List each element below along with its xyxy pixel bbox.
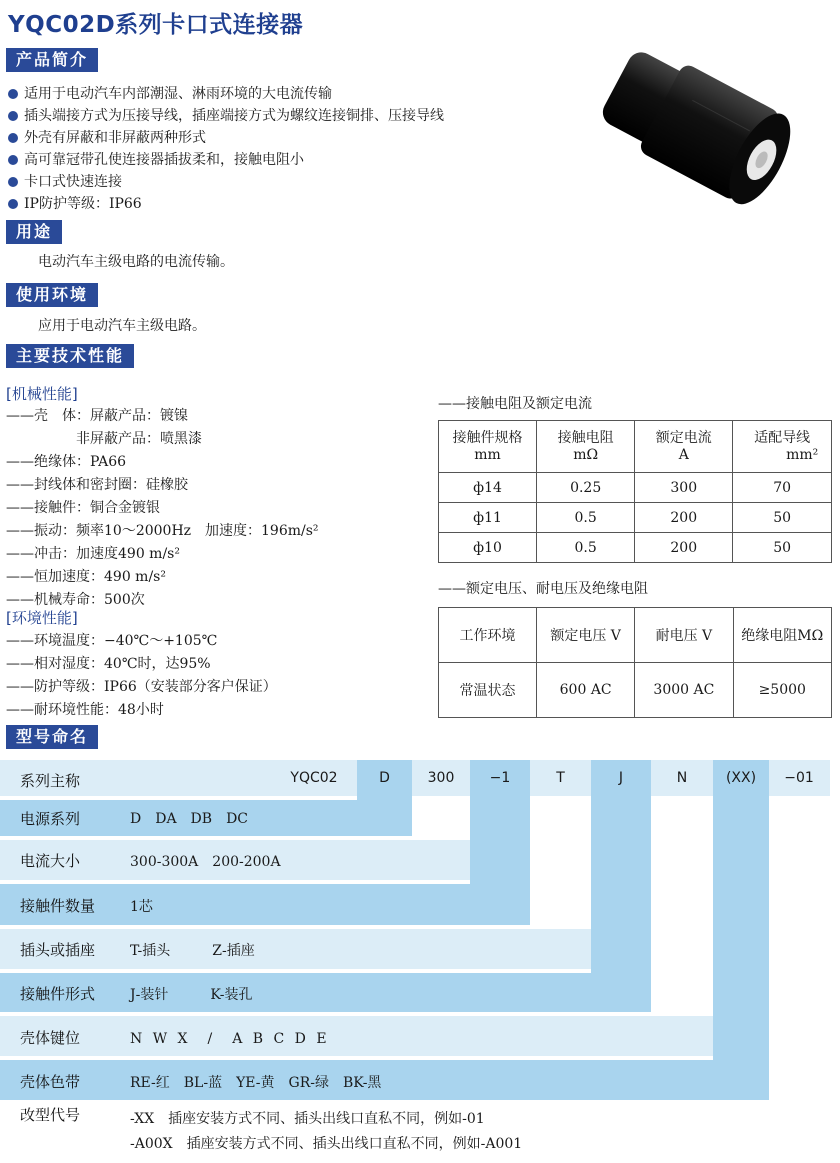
voltage-insulation-table <box>438 607 832 718</box>
intro-bullet: 适用于电动汽车内部潮湿、淋雨环境的大电流传输 <box>8 84 332 105</box>
code-column <box>713 760 769 1100</box>
bullet-icon <box>8 199 18 209</box>
mechanical-line: 非屏蔽产品：喷黑漆 <box>6 431 202 447</box>
table-cell: ≥5000 <box>733 663 831 718</box>
intro-bullet: 高可靠冠带孔使连接器插拔柔和，接触电阻小 <box>8 150 304 171</box>
naming-row-value: D DA DB DC <box>130 811 249 827</box>
table-row <box>439 533 832 563</box>
code-1: −1 <box>489 770 511 786</box>
table-cell: 50 <box>733 533 832 563</box>
intro-bullet: 外壳有屏蔽和非屏蔽两种形式 <box>8 128 206 149</box>
naming-row-value: 300-300A 200-200A <box>130 854 281 870</box>
contact-resistance-table <box>438 420 832 563</box>
table-cell: 常温状态 <box>439 663 537 718</box>
table-header-cell: 额定电压 V <box>537 608 635 663</box>
environmental-line: ——防护等级：IP66（安装部分客户保证） <box>6 679 277 695</box>
table2-caption: ——额定电压、耐电压及绝缘电阻 <box>438 581 648 597</box>
section-intro-header: 产品简介 <box>6 48 98 72</box>
table-header-cell: 耐电压 V <box>635 608 733 663</box>
naming-band <box>0 1060 769 1100</box>
table-cell: 0.25 <box>537 473 635 503</box>
intro-bullet: 卡口式快速连接 <box>8 172 122 193</box>
environmental-line: ——耐环境性能：48小时 <box>6 702 164 718</box>
bullet-icon <box>8 89 18 99</box>
naming-row-value: -XX 插座安装方式不同、插头出线口直私不同，例如-01 <box>130 1111 485 1127</box>
naming-row-label: 壳体色带 <box>20 1073 81 1091</box>
code-j: J <box>618 770 624 786</box>
series-label: 系列主称 <box>20 772 81 790</box>
table-cell: 50 <box>733 503 832 533</box>
table-cell: 200 <box>635 503 733 533</box>
table-cell: 3000 AC <box>635 663 733 718</box>
naming-row-label: 接触件形式 <box>20 985 96 1003</box>
mechanical-line: ——壳 体：屏蔽产品：镀镍 <box>6 408 188 424</box>
table-header-cell: 适配导线 mm² <box>733 421 832 473</box>
table-header-cell: 接触电阻 mΩ <box>537 421 635 473</box>
table-header-cell: 工作环境 <box>439 608 537 663</box>
bullet-icon <box>8 111 18 121</box>
naming-row-value: T-插头 Z-插座 <box>130 943 255 959</box>
code-01: −01 <box>784 770 814 786</box>
table-cell: 200 <box>635 533 733 563</box>
table-cell: 600 AC <box>537 663 635 718</box>
intro-bullet: 插头端接方式为压接导线，插座端接方式为螺纹连接铜排、压接导线 <box>8 106 444 127</box>
mechanical-line: ——绝缘体：PA66 <box>6 454 127 470</box>
naming-row-label: 电流大小 <box>20 852 81 870</box>
page-title: YQC02D系列卡口式连接器 <box>8 12 304 38</box>
table-header-row <box>439 608 832 663</box>
code-yqc02: YQC02 <box>290 770 338 786</box>
naming-row-label: 电源系列 <box>20 810 81 828</box>
code-d: D <box>379 770 390 786</box>
table-cell: ф10 <box>439 533 537 563</box>
naming-row-label: 壳体键位 <box>20 1029 81 1047</box>
naming-row-value: N W X / A B C D E <box>130 1031 330 1047</box>
table-cell: ф14 <box>439 473 537 503</box>
mechanical-heading: [机械性能] <box>6 385 78 403</box>
intro-bullet: IP防护等级：IP66 <box>8 194 142 215</box>
connector-product-image <box>588 48 808 238</box>
table-header-cell: 额定电流 A <box>635 421 733 473</box>
table-cell: 0.5 <box>537 533 635 563</box>
bullet-icon <box>8 133 18 143</box>
table-row <box>439 473 832 503</box>
table-cell: 0.5 <box>537 503 635 533</box>
mechanical-line: ——机械寿命：500次 <box>6 592 145 608</box>
naming-row-value: RE-红 BL-蓝 YE-黄 GR-绿 BK-黑 <box>130 1075 382 1091</box>
code-300: 300 <box>427 770 455 786</box>
naming-band <box>0 973 651 1012</box>
environmental-heading: [环境性能] <box>6 609 78 627</box>
table-row <box>439 503 832 533</box>
bullet-icon <box>8 155 18 165</box>
naming-band <box>0 1016 713 1056</box>
usage-text: 电动汽车主级电路的电流传输。 <box>38 254 234 270</box>
mechanical-line: ——振动：频率10～2000Hz 加速度：196m/s² <box>6 523 319 539</box>
naming-row-label: 插头或插座 <box>20 941 96 959</box>
mechanical-line: ——接触件：铜合金镀银 <box>6 500 160 516</box>
naming-row-label: 接触件数量 <box>20 897 96 915</box>
section-tech-header: 主要技术性能 <box>6 344 134 368</box>
naming-row-value-extra: -A00X 插座安装方式不同、插头出线口直私不同，例如-A001 <box>130 1136 523 1152</box>
code-xx: (XX) <box>725 770 757 786</box>
environmental-line: ——环境温度：−40℃～+105℃ <box>6 633 218 649</box>
table-cell: 300 <box>635 473 733 503</box>
table-row <box>439 663 832 718</box>
table-header-cell: 绝缘电阻MΩ <box>733 608 831 663</box>
environment-text: 应用于电动汽车主级电路。 <box>38 318 206 334</box>
naming-row-value: J-装针 K-装孔 <box>130 987 253 1003</box>
section-naming-header: 型号命名 <box>6 725 98 749</box>
naming-row-label: 改型代号 <box>20 1106 81 1124</box>
mechanical-line: ——封线体和密封圈：硅橡胶 <box>6 477 188 493</box>
table-cell: 70 <box>733 473 832 503</box>
table-header-cell: 接触件规格 mm <box>439 421 537 473</box>
section-usage-header: 用途 <box>6 220 62 244</box>
mechanical-line: ——冲击：加速度490 m/s² <box>6 546 180 562</box>
code-t: T <box>556 770 565 786</box>
section-environment-header: 使用环境 <box>6 283 98 307</box>
bullet-icon <box>8 177 18 187</box>
mechanical-line: ——恒加速度：490 m/s² <box>6 569 166 585</box>
table-header-row <box>439 421 832 473</box>
code-n: N <box>676 770 688 786</box>
table-cell: ф11 <box>439 503 537 533</box>
environmental-line: ——相对湿度：40℃时，达95% <box>6 656 211 672</box>
naming-row-value: 1芯 <box>130 899 153 915</box>
table1-caption: ——接触电阻及额定电流 <box>438 396 592 412</box>
